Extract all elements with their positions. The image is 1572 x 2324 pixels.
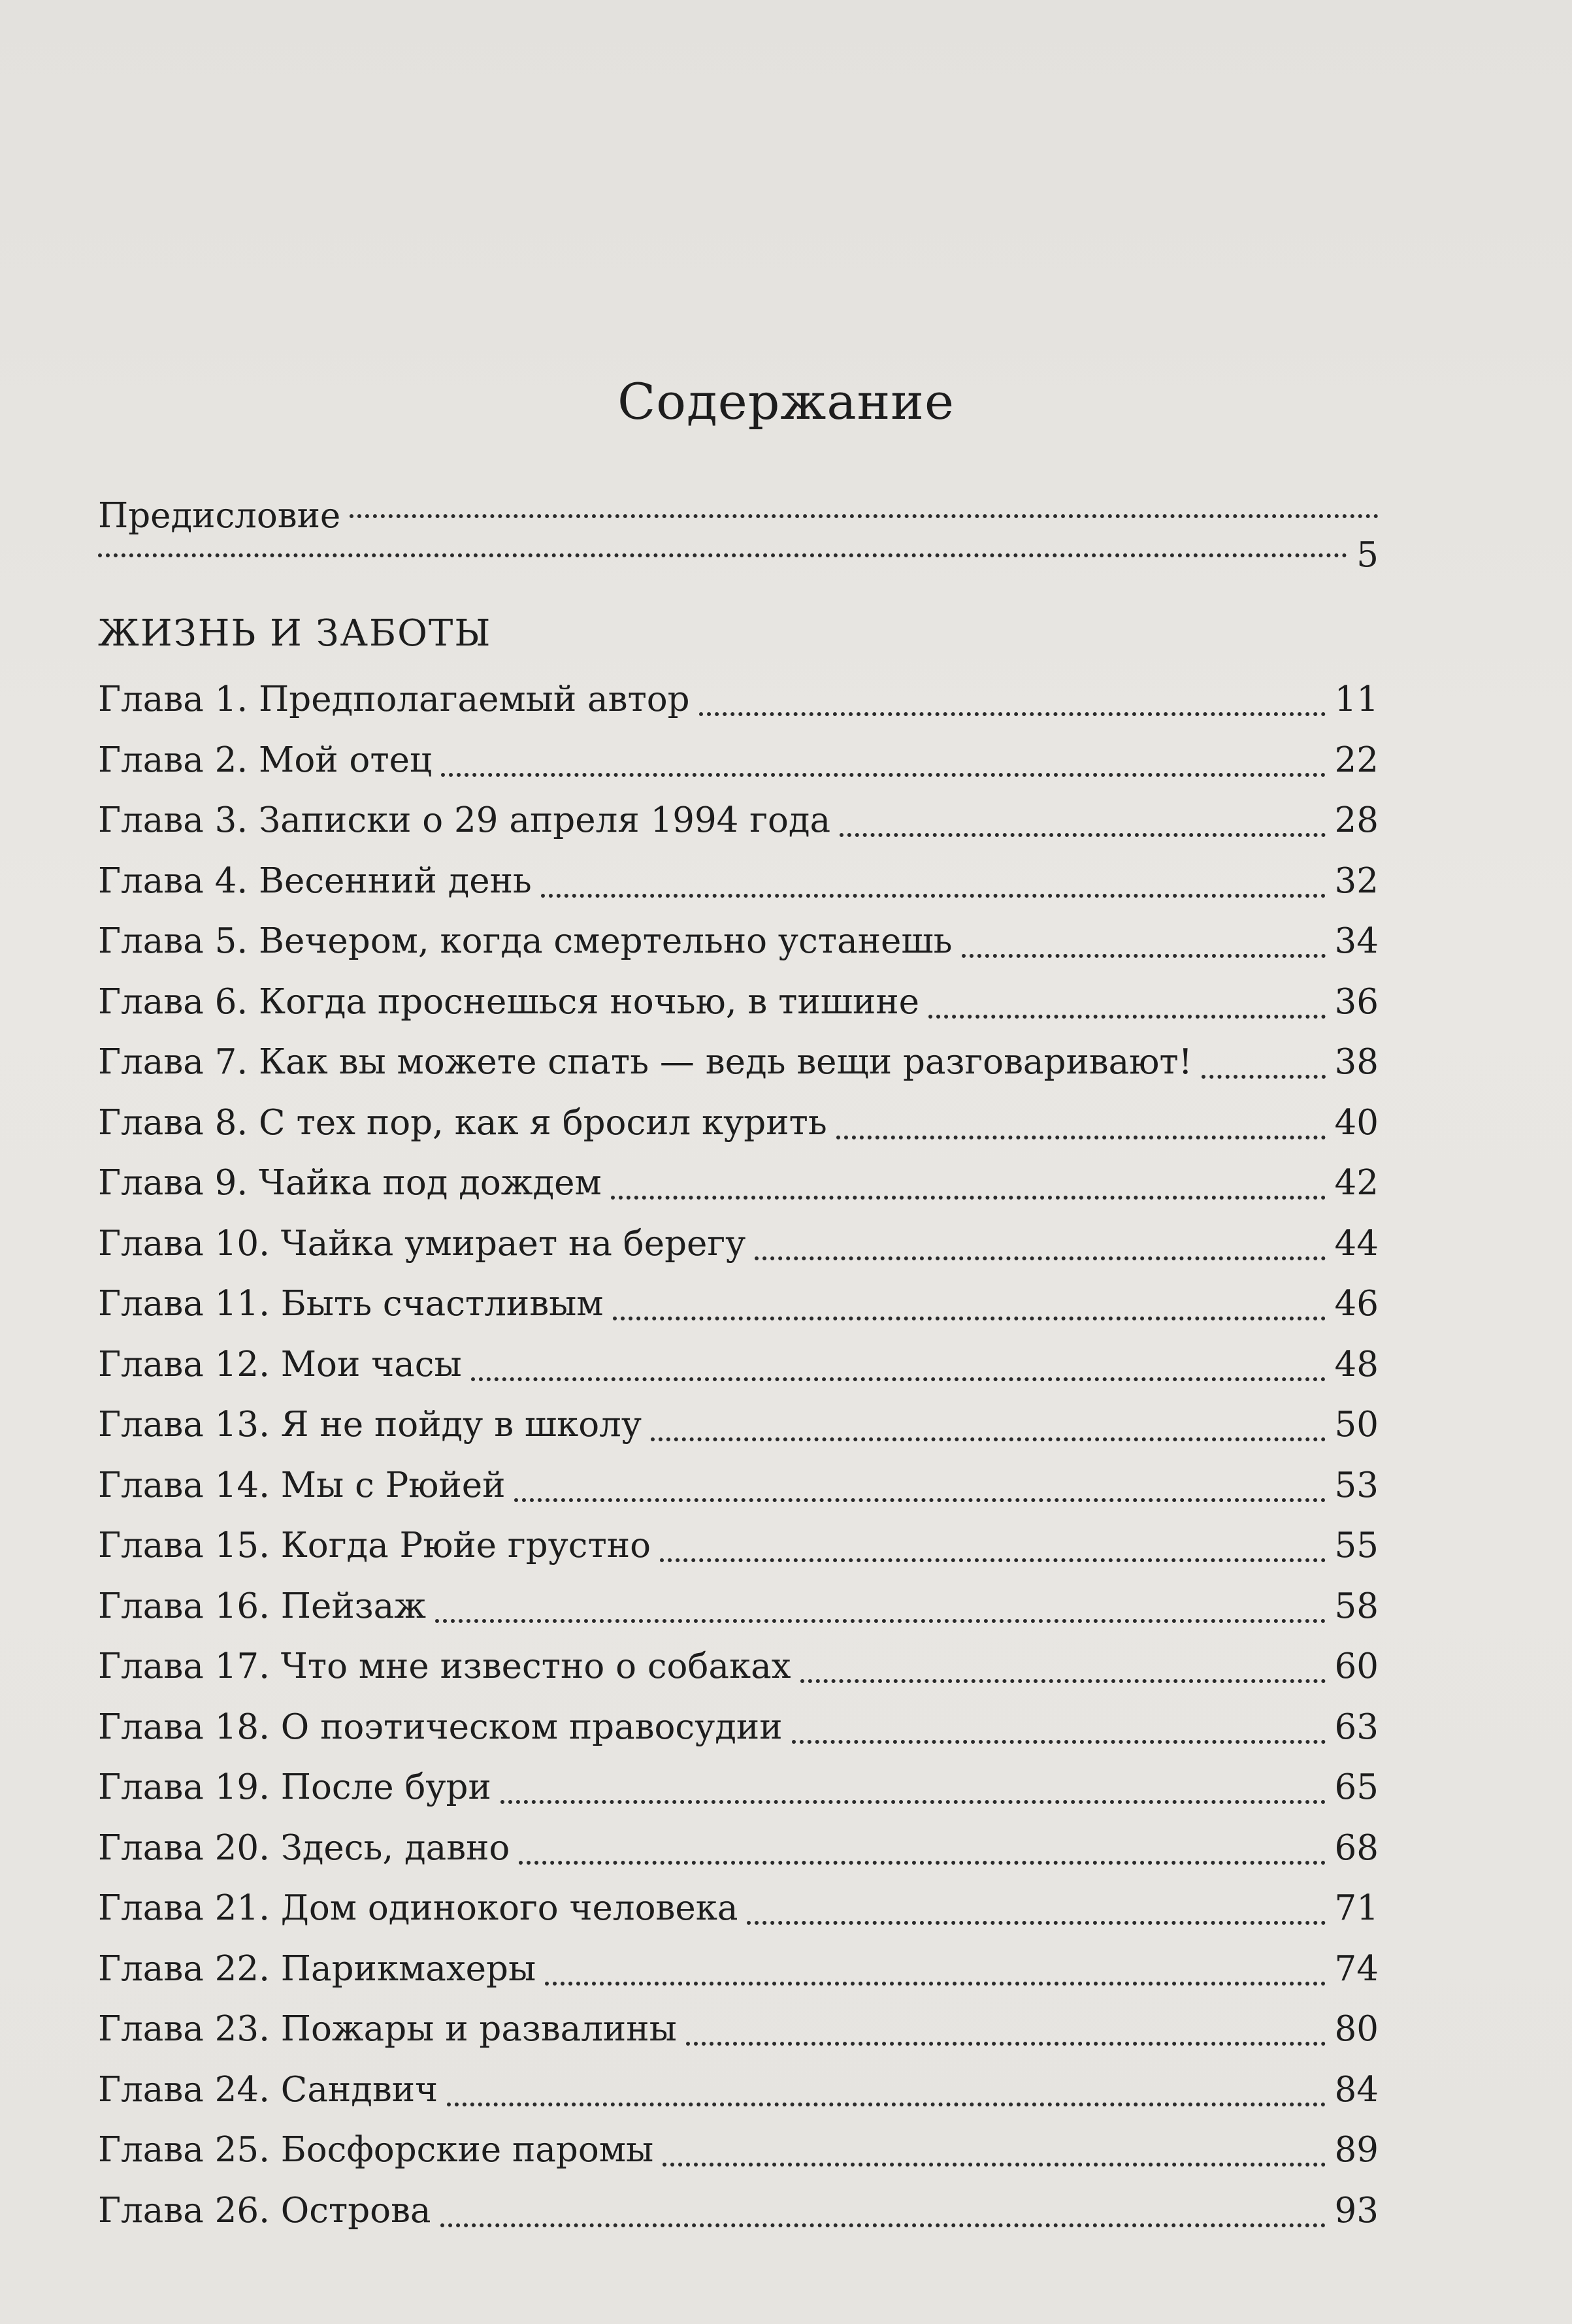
toc-entry-page: 53	[1334, 1465, 1379, 1505]
toc-entry-page: 42	[1334, 1163, 1379, 1203]
toc-entry-page: 44	[1334, 1223, 1379, 1264]
toc-entry	[98, 1697, 1379, 1758]
toc-entry	[98, 911, 1379, 972]
toc-preface-label: Предисловие	[98, 496, 341, 536]
toc-entry-page: 46	[1334, 1284, 1379, 1324]
toc-entry-page: 68	[1334, 1827, 1379, 1868]
table-of-contents	[98, 497, 1379, 2241]
toc-entry-page: 84	[1334, 2069, 1379, 2110]
toc-section-heading: ЖИЗНЬ И ЗАБОТЫ	[98, 612, 492, 655]
toc-entry-label: Глава 6. Когда проснешься ночью, в тишине	[98, 981, 920, 1022]
toc-entry	[98, 1758, 1379, 1818]
toc-entry	[98, 1577, 1379, 1637]
dot-leader	[660, 1558, 1326, 1562]
dot-leader	[519, 1861, 1325, 1865]
toc-entry	[98, 1032, 1379, 1093]
dot-leader	[447, 2103, 1325, 2106]
toc-entry	[98, 1395, 1379, 1456]
dot-leader	[840, 833, 1325, 837]
toc-entry-page: 34	[1334, 921, 1379, 961]
toc-entry-page: 38	[1334, 1042, 1379, 1082]
toc-entry	[98, 1878, 1379, 1939]
toc-entry-label: Глава 24. Сандвич	[98, 2069, 438, 2110]
toc-entry	[98, 791, 1379, 851]
toc-entry	[98, 1456, 1379, 1516]
dot-leader	[541, 894, 1326, 898]
dot-leader	[440, 2223, 1326, 2227]
toc-entry-page: 65	[1334, 1767, 1379, 1807]
toc-entry-label: Глава 10. Чайка умирает на берегу	[98, 1223, 746, 1264]
dot-leader	[686, 2042, 1326, 2046]
toc-entry-page: 32	[1334, 860, 1379, 901]
toc-entry	[98, 1153, 1379, 1214]
toc-entry-page: 11	[1334, 679, 1379, 719]
dot-leader	[500, 1800, 1326, 1804]
toc-entry-page: 22	[1334, 740, 1379, 780]
bleed-through-text	[98, 13, 1405, 217]
toc-entry-page: 50	[1334, 1405, 1379, 1445]
toc-entry-label: Глава 2. Мой отец	[98, 740, 433, 780]
dot-leader	[747, 1921, 1325, 1925]
toc-entry	[98, 1516, 1379, 1577]
toc-entry-page: 71	[1334, 1888, 1379, 1928]
toc-entry-page: 48	[1334, 1344, 1379, 1384]
toc-entry-page: 93	[1334, 2190, 1379, 2231]
toc-entry	[98, 1335, 1379, 1396]
toc-entry-label: Глава 19. После бури	[98, 1767, 491, 1807]
toc-entry-label: Глава 3. Записки о 29 апреля 1994 года	[98, 800, 831, 840]
toc-entry	[98, 1093, 1379, 1154]
dot-leader	[800, 1679, 1326, 1683]
toc-entry-label: Глава 20. Здесь, давно	[98, 1827, 510, 1868]
toc-entry	[98, 670, 1379, 730]
dot-leader	[928, 1015, 1326, 1019]
toc-preface	[98, 497, 1379, 585]
toc-entry-label: Глава 7. Как вы можете спать — ведь вещи разговаривают!	[98, 1042, 1192, 1082]
toc-entry	[98, 1274, 1379, 1335]
toc-entry-label: Глава 4. Весенний день	[98, 860, 532, 901]
toc-entry-label: Глава 15. Когда Рюйе грустно	[98, 1526, 651, 1565]
toc-entry-label: Глава 22. Парикмахеры	[98, 1948, 536, 1989]
toc-entry-page: 40	[1334, 1102, 1379, 1143]
toc-entry-label: Глава 12. Мои часы	[98, 1344, 462, 1384]
toc-entry-page: 55	[1334, 1526, 1379, 1565]
toc-entry-page: 58	[1334, 1586, 1379, 1626]
dot-leader	[435, 1619, 1326, 1623]
toc-entry-page: 36	[1334, 981, 1379, 1022]
toc-entry-label: Глава 11. Быть счастливым	[98, 1284, 604, 1324]
dot-leader	[755, 1256, 1325, 1260]
dot-leader	[611, 1196, 1326, 1200]
toc-entry-label: Глава 9. Чайка под дождем	[98, 1163, 602, 1203]
toc-entry	[98, 1214, 1379, 1275]
toc-entry-label: Глава 16. Пейзаж	[98, 1586, 426, 1626]
toc-entry-label: Глава 18. О поэтическом правосудии	[98, 1707, 783, 1747]
dot-leader	[663, 2163, 1325, 2167]
toc-entry-label: Глава 14. Мы с Рюйей	[98, 1465, 506, 1505]
toc-entry	[98, 2181, 1379, 2242]
dot-leader	[514, 1498, 1325, 1502]
toc-entry	[98, 1999, 1379, 2060]
toc-entry-page: 60	[1334, 1646, 1379, 1686]
dot-leader	[962, 954, 1326, 958]
toc-entry-label: Глава 17. Что мне известно о собаках	[98, 1646, 791, 1686]
toc-entry	[98, 1818, 1379, 1879]
toc-entry	[98, 2120, 1379, 2181]
dot-leader	[1202, 1075, 1326, 1079]
toc-entry-label: Глава 26. Острова	[98, 2190, 431, 2231]
toc-entry-page: 80	[1334, 2009, 1379, 2049]
toc-entry-label: Глава 8. С тех пор, как я бросил курить	[98, 1102, 827, 1143]
toc-entry-page: 63	[1334, 1707, 1379, 1747]
toc-entry-label: Глава 23. Пожары и развалины	[98, 2009, 677, 2049]
toc-entry-page: 28	[1334, 800, 1379, 840]
toc-entry-page: 74	[1334, 1948, 1379, 1989]
dot-leader	[613, 1317, 1326, 1320]
dot-leader	[699, 712, 1326, 716]
toc-entry	[98, 730, 1379, 791]
toc-entry-page: 89	[1334, 2130, 1379, 2170]
dot-leader	[651, 1437, 1326, 1441]
chapter-list	[98, 670, 1379, 2241]
toc-entry	[98, 972, 1379, 1033]
dot-leader	[471, 1377, 1326, 1381]
toc-entry	[98, 1637, 1379, 1697]
toc-entry-label: Глава 21. Дом одинокого человека	[98, 1888, 738, 1928]
toc-entry-label: Глава 13. Я не пойду в школу	[98, 1405, 642, 1445]
dot-leader	[545, 1982, 1325, 1986]
toc-entry	[98, 2060, 1379, 2121]
dot-leader	[350, 514, 1379, 518]
toc-entry-label: Глава 1. Предполагаемый автор	[98, 679, 690, 719]
dot-leader	[98, 553, 1347, 557]
toc-entry	[98, 851, 1379, 912]
toc-preface-page: 5	[1356, 535, 1379, 575]
dot-leader	[836, 1136, 1326, 1139]
toc-entry	[98, 1939, 1379, 2000]
dot-leader	[792, 1740, 1326, 1744]
toc-entry-label: Глава 25. Босфорские паромы	[98, 2130, 654, 2170]
page-title: Содержание	[617, 372, 955, 431]
toc-entry-label: Глава 5. Вечером, когда смертельно устанешь	[98, 921, 953, 961]
dot-leader	[441, 773, 1325, 777]
